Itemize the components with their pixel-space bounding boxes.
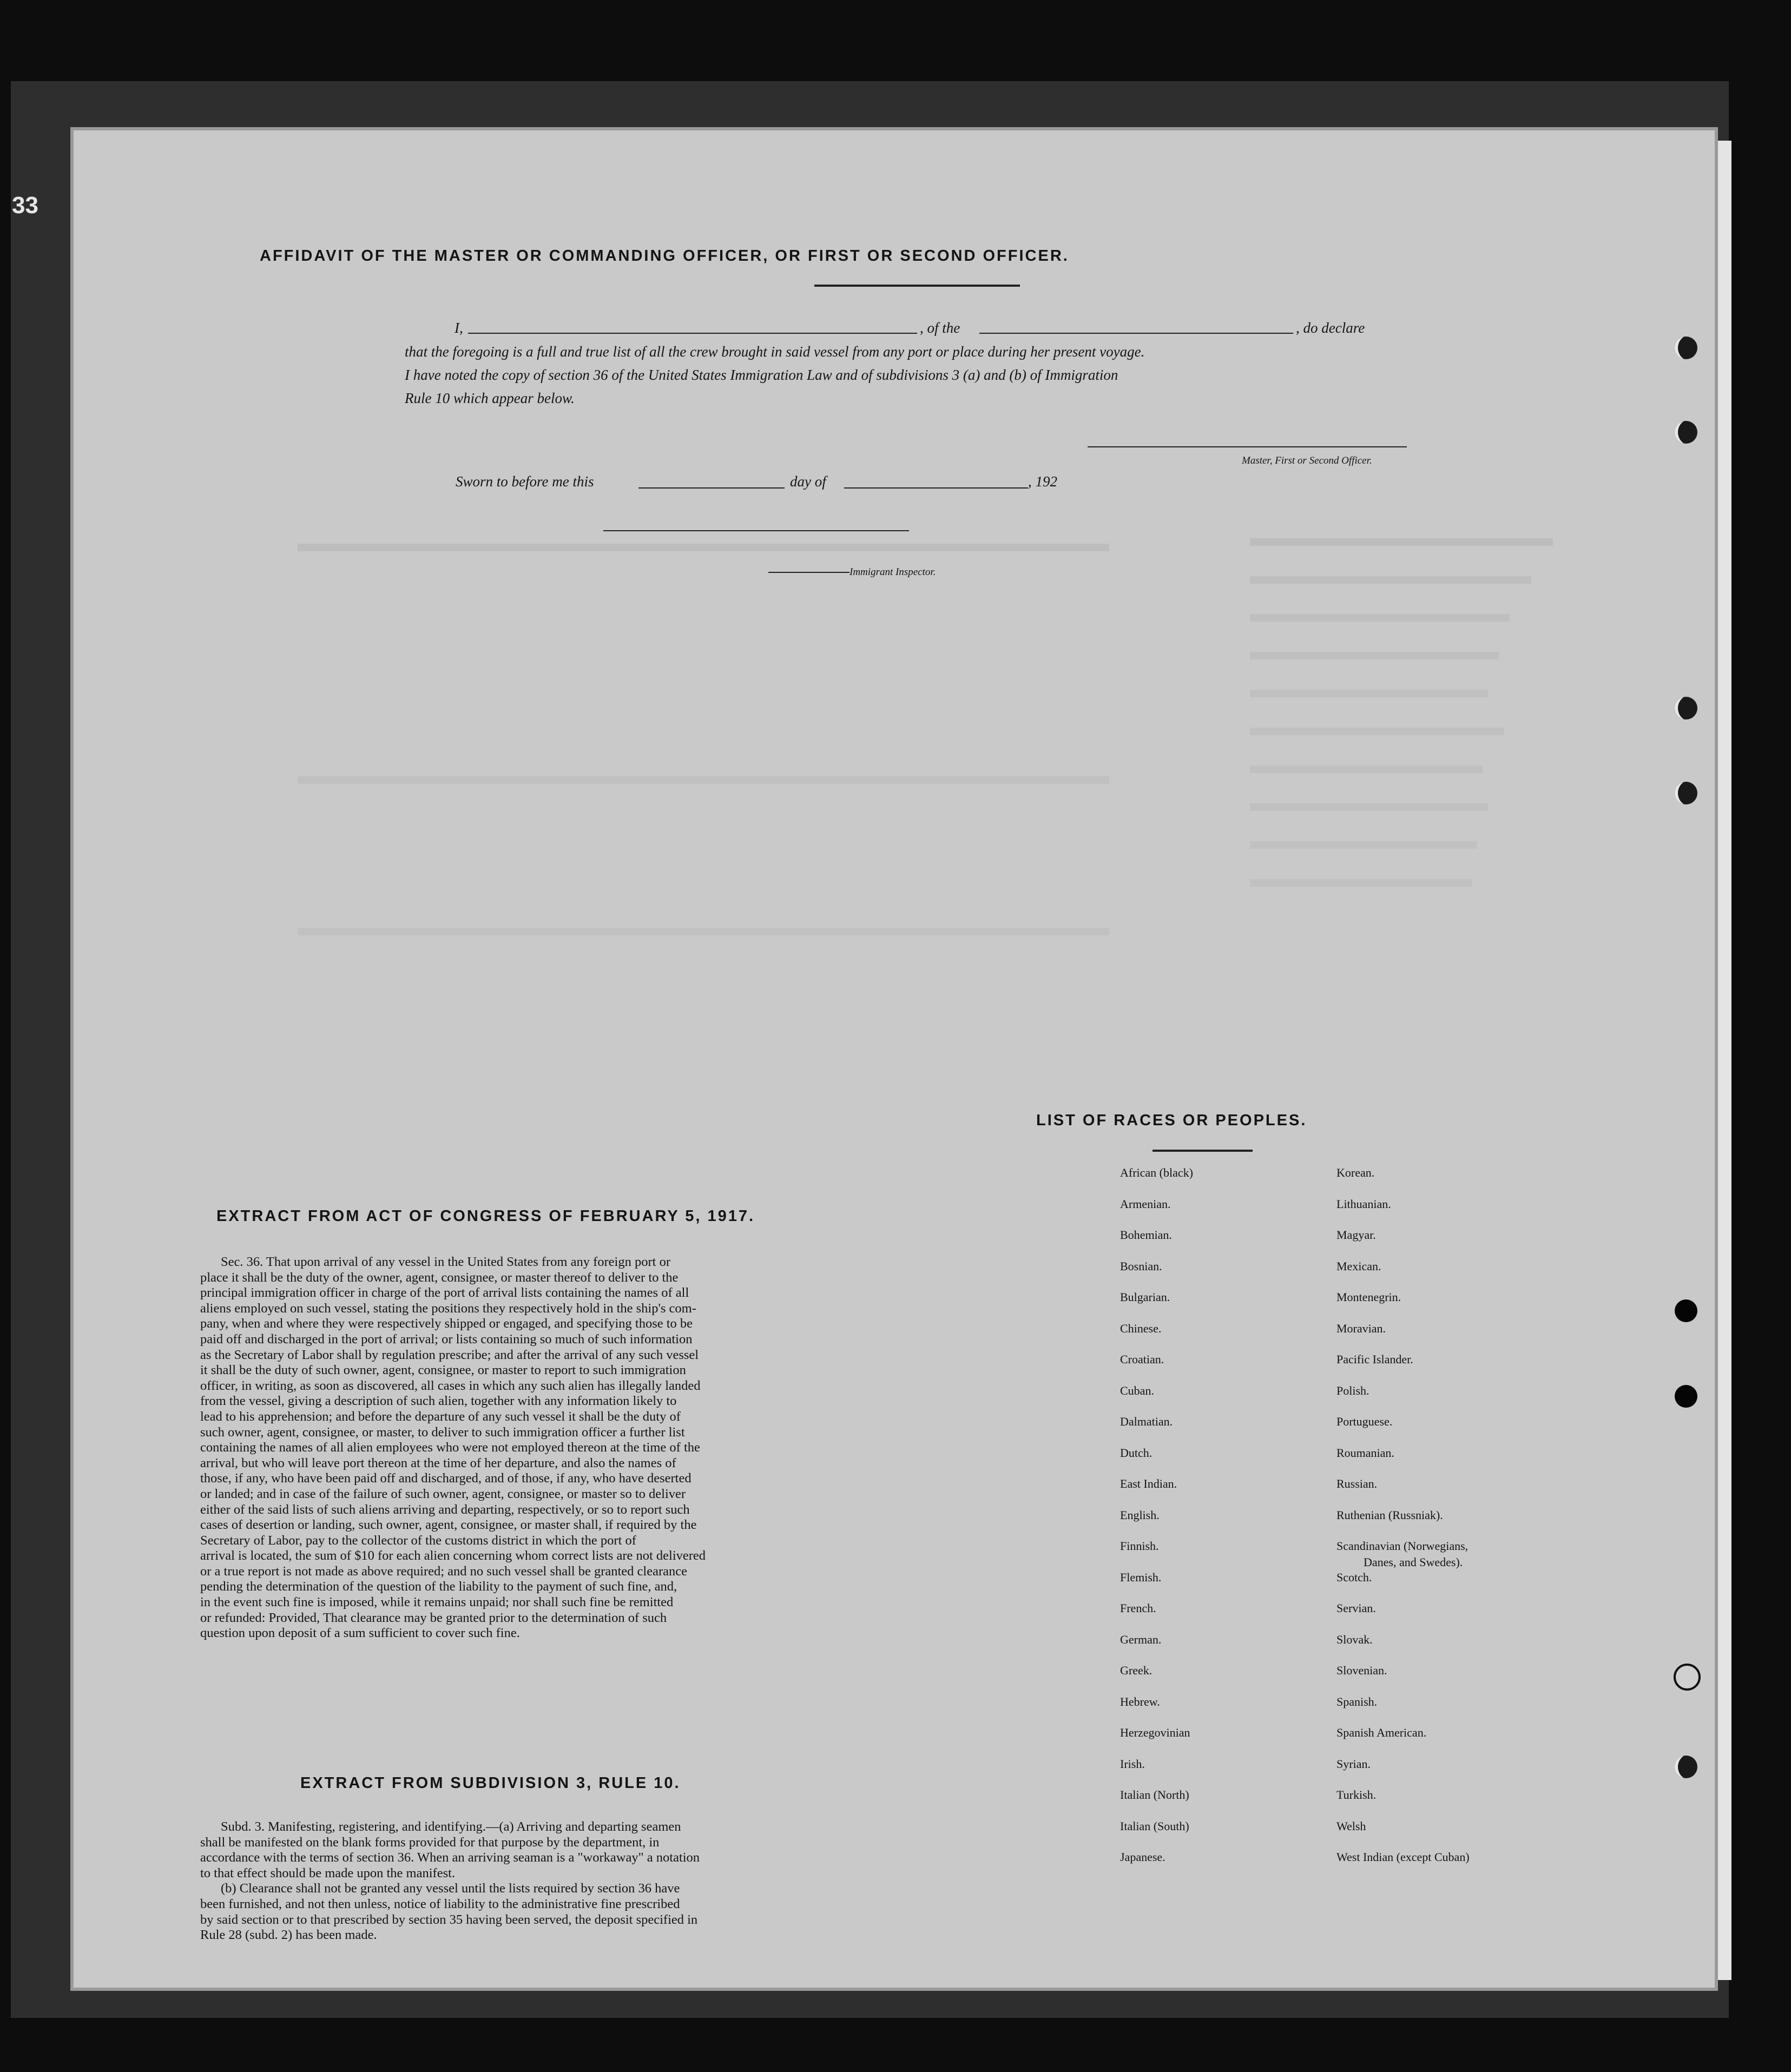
race-item: Italian (North) bbox=[1120, 1788, 1189, 1802]
vessel-field[interactable] bbox=[979, 333, 1293, 334]
bleed-through bbox=[70, 127, 1718, 1991]
race-item: Bohemian. bbox=[1120, 1228, 1172, 1242]
do-declare-label: , do declare bbox=[1296, 320, 1365, 336]
punch-hole-icon bbox=[1674, 1664, 1701, 1691]
race-item: Armenian. bbox=[1120, 1197, 1171, 1211]
sworn-day-of: day of bbox=[790, 473, 826, 490]
race-item: Finnish. bbox=[1120, 1539, 1159, 1553]
race-item: Ruthenian (Russniak). bbox=[1336, 1508, 1443, 1522]
act-line: place it shall be the duty of the owner, agent, consignee, or master thereof to deliver to the bbox=[200, 1270, 679, 1285]
declarant-name-field[interactable] bbox=[468, 333, 917, 334]
act-line: arrival is located, the sum of $10 for each alien concerning whom correct lists are not delivered bbox=[200, 1548, 706, 1563]
of-the-label: , of the bbox=[920, 320, 960, 336]
race-item: Moravian. bbox=[1336, 1322, 1386, 1335]
race-item: Slovak. bbox=[1336, 1633, 1373, 1646]
race-item: Turkish. bbox=[1336, 1788, 1377, 1802]
race-item: Syrian. bbox=[1336, 1757, 1371, 1771]
rule-line: by said section or to that prescribed by section 35 having been served, the deposit specified in bbox=[200, 1912, 698, 1927]
punch-hole-icon bbox=[1675, 1299, 1697, 1322]
act-extract-body bbox=[200, 1255, 824, 1641]
inspector-caption: Immigrant Inspector. bbox=[850, 566, 936, 578]
act-line: pending the determination of the question of the liability to the payment of such fine, and, bbox=[200, 1579, 677, 1594]
race-item: Dalmatian. bbox=[1120, 1415, 1173, 1428]
act-line: or refunded: Provided, That clearance may be granted prior to the determination of such bbox=[200, 1610, 667, 1625]
punch-hole-icon bbox=[1675, 421, 1697, 444]
rule-line: shall be manifested on the blank forms provided for that purpose by the department, in bbox=[200, 1835, 660, 1850]
race-item: Danes, and Swedes). bbox=[1364, 1555, 1463, 1569]
race-item: Japanese. bbox=[1120, 1850, 1166, 1864]
race-item: Bosnian. bbox=[1120, 1259, 1162, 1273]
act-line: either of the said lists of such aliens arriving and departing, respectively, or so to report such bbox=[200, 1502, 690, 1517]
act-line: or a true report is not made as above required; and no such vessel shall be granted clearance bbox=[200, 1563, 688, 1579]
race-item: Spanish. bbox=[1336, 1695, 1378, 1708]
punch-hole-icon bbox=[1675, 1756, 1697, 1778]
race-item: Herzegovinian bbox=[1120, 1726, 1190, 1739]
sworn-year: , 192 bbox=[1028, 473, 1057, 490]
race-item: Lithuanian. bbox=[1336, 1197, 1391, 1211]
sworn-day-field[interactable] bbox=[638, 487, 785, 489]
sworn-month-field[interactable] bbox=[844, 487, 1028, 489]
rule-line: (b) Clearance shall not be granted any vessel until the lists required by section 36 have bbox=[221, 1881, 680, 1896]
act-line: Sec. 36. That upon arrival of any vessel in the United States from any foreign port or bbox=[221, 1255, 670, 1269]
punch-hole-icon bbox=[1675, 782, 1697, 804]
act-line: paid off and discharged in the port of arrival; or lists containing so much of such information bbox=[200, 1331, 693, 1347]
act-line: question upon deposit of a sum sufficient to cover such fine. bbox=[200, 1626, 520, 1641]
race-item: Scotch. bbox=[1336, 1571, 1372, 1584]
race-item: Magyar. bbox=[1336, 1228, 1376, 1242]
affidavit-title: AFFIDAVIT OF THE MASTER OR COMMANDING OFFICER, OR FIRST OR SECOND OFFICER. bbox=[260, 247, 1069, 265]
rule-line: accordance with the terms of section 36. When an arriving seaman is a "workaway" a notation bbox=[200, 1850, 700, 1865]
manifest-page bbox=[70, 127, 1718, 1991]
act-line: in the event such fine is imposed, while it remains unpaid; nor shall such fine be remitted bbox=[200, 1595, 674, 1610]
inspector-name-line bbox=[768, 572, 850, 573]
race-item: Hebrew. bbox=[1120, 1695, 1160, 1708]
act-line: officer, in writing, as soon as discovered, all cases in which any such alien has illegally landed bbox=[200, 1378, 701, 1393]
race-item: Roumanian. bbox=[1336, 1446, 1394, 1460]
act-line: pany, when and where they were respectively shipped or engaged, and specifying those to be bbox=[200, 1316, 693, 1331]
rule-line: Subd. 3. Manifesting, registering, and identifying.—(a) Arriving and departing seamen bbox=[221, 1819, 681, 1834]
rule-line: Rule 28 (subd. 2) has been made. bbox=[200, 1928, 377, 1943]
race-item: Bulgarian. bbox=[1120, 1290, 1170, 1304]
act-line: it shall be the duty of such owner, agent, consignee, or master to report to such immigration bbox=[200, 1363, 686, 1378]
race-item: Pacific Islander. bbox=[1336, 1352, 1413, 1366]
race-item: Servian. bbox=[1336, 1601, 1376, 1615]
race-item: Korean. bbox=[1336, 1166, 1375, 1179]
race-item: Italian (South) bbox=[1120, 1819, 1189, 1833]
act-line: aliens employed on such vessel, stating the positions they respectively hold in the ship's com- bbox=[200, 1301, 696, 1316]
race-item: Portuguese. bbox=[1336, 1415, 1393, 1428]
race-item: Russian. bbox=[1336, 1477, 1378, 1490]
inspector-signature-line[interactable] bbox=[603, 530, 909, 531]
races-title-rule bbox=[1153, 1150, 1253, 1152]
punch-hole-icon bbox=[1675, 697, 1697, 720]
race-item: Montenegrin. bbox=[1336, 1290, 1401, 1304]
race-item: East Indian. bbox=[1120, 1477, 1177, 1490]
race-item: Cuban. bbox=[1120, 1384, 1154, 1397]
act-line: those, if any, who have been paid off and discharged, and of those, if any, who have deserted bbox=[200, 1471, 692, 1486]
act-line: Secretary of Labor, pay to the collector of the customs district in which the port of bbox=[200, 1533, 636, 1548]
affidavit-title-rule bbox=[814, 285, 1020, 287]
punch-hole-icon bbox=[1675, 1385, 1697, 1408]
race-item: Irish. bbox=[1120, 1757, 1145, 1771]
rule-extract-body bbox=[200, 1819, 824, 1943]
race-item: Spanish American. bbox=[1336, 1726, 1427, 1739]
rule-line: to that effect should be made upon the manifest. bbox=[200, 1865, 456, 1880]
master-caption: Master, First or Second Officer. bbox=[1242, 455, 1372, 466]
rule-extract-title: EXTRACT FROM SUBDIVISION 3, RULE 10. bbox=[300, 1774, 681, 1792]
affidavit-statement-line: that the foregoing is a full and true list of all the crew brought in said vessel from any port or place during her present voyage. bbox=[405, 344, 1145, 360]
race-item: English. bbox=[1120, 1508, 1160, 1522]
race-item: French. bbox=[1120, 1601, 1156, 1615]
race-item: African (black) bbox=[1120, 1166, 1193, 1179]
act-line: lead to his apprehension; and before the departure of any such vessel it shall be the duty of bbox=[200, 1409, 681, 1424]
act-line: such owner, agent, consignee, or master, to deliver to such immigration officer a further list bbox=[200, 1424, 685, 1440]
declarant-prefix: I, bbox=[455, 320, 463, 336]
affidavit-statement-line: Rule 10 which appear below. bbox=[405, 390, 575, 406]
race-item: Croatian. bbox=[1120, 1352, 1164, 1366]
races-title: LIST OF RACES OR PEOPLES. bbox=[1036, 1112, 1307, 1129]
sworn-prefix: Sworn to before me this bbox=[456, 473, 594, 490]
act-extract-title: EXTRACT FROM ACT OF CONGRESS OF FEBRUARY 5, 1917. bbox=[216, 1207, 755, 1225]
race-item: German. bbox=[1120, 1633, 1162, 1646]
race-item: Welsh bbox=[1336, 1819, 1366, 1833]
race-item: Flemish. bbox=[1120, 1571, 1162, 1584]
act-line: cases of desertion or landing, such owner, agent, consignee, or master shall, if required by the bbox=[200, 1517, 697, 1533]
race-item: Greek. bbox=[1120, 1664, 1153, 1677]
rule-line: been furnished, and not then unless, notice of liability to the administrative fine prescribed bbox=[200, 1896, 680, 1911]
corner-number: 33 bbox=[12, 192, 38, 219]
act-line: as the Secretary of Labor shall by regulation prescribe; and after the arrival of any such vessel bbox=[200, 1347, 699, 1362]
act-line: or landed; and in case of the failure of such owner, agent, consignee, or master so to deliver bbox=[200, 1486, 686, 1501]
race-item: Polish. bbox=[1336, 1384, 1369, 1397]
affidavit-statement-line: I have noted the copy of section 36 of the United States Immigration Law and of subdivisions 3 (a) and (b) of Immigration bbox=[405, 367, 1118, 383]
race-item: Slovenian. bbox=[1336, 1664, 1387, 1677]
punch-hole-icon bbox=[1675, 336, 1697, 359]
race-item: Chinese. bbox=[1120, 1322, 1162, 1335]
act-line: arrival, but who will leave port thereon at the time of her departure, and also the names of bbox=[200, 1455, 676, 1470]
act-line: from the vessel, giving a description of such alien, together with any information likely to bbox=[200, 1394, 677, 1409]
race-item: West Indian (except Cuban) bbox=[1336, 1850, 1470, 1864]
race-item: Scandinavian (Norwegians, bbox=[1336, 1539, 1469, 1553]
act-line: containing the names of all alien employees who were not employed thereon at the time of the bbox=[200, 1440, 700, 1455]
race-item: Mexican. bbox=[1336, 1259, 1381, 1273]
master-signature-line[interactable] bbox=[1088, 446, 1407, 447]
act-line: principal immigration officer in charge of the port of arrival lists containing the names of all bbox=[200, 1285, 689, 1301]
race-item: Dutch. bbox=[1120, 1446, 1153, 1460]
